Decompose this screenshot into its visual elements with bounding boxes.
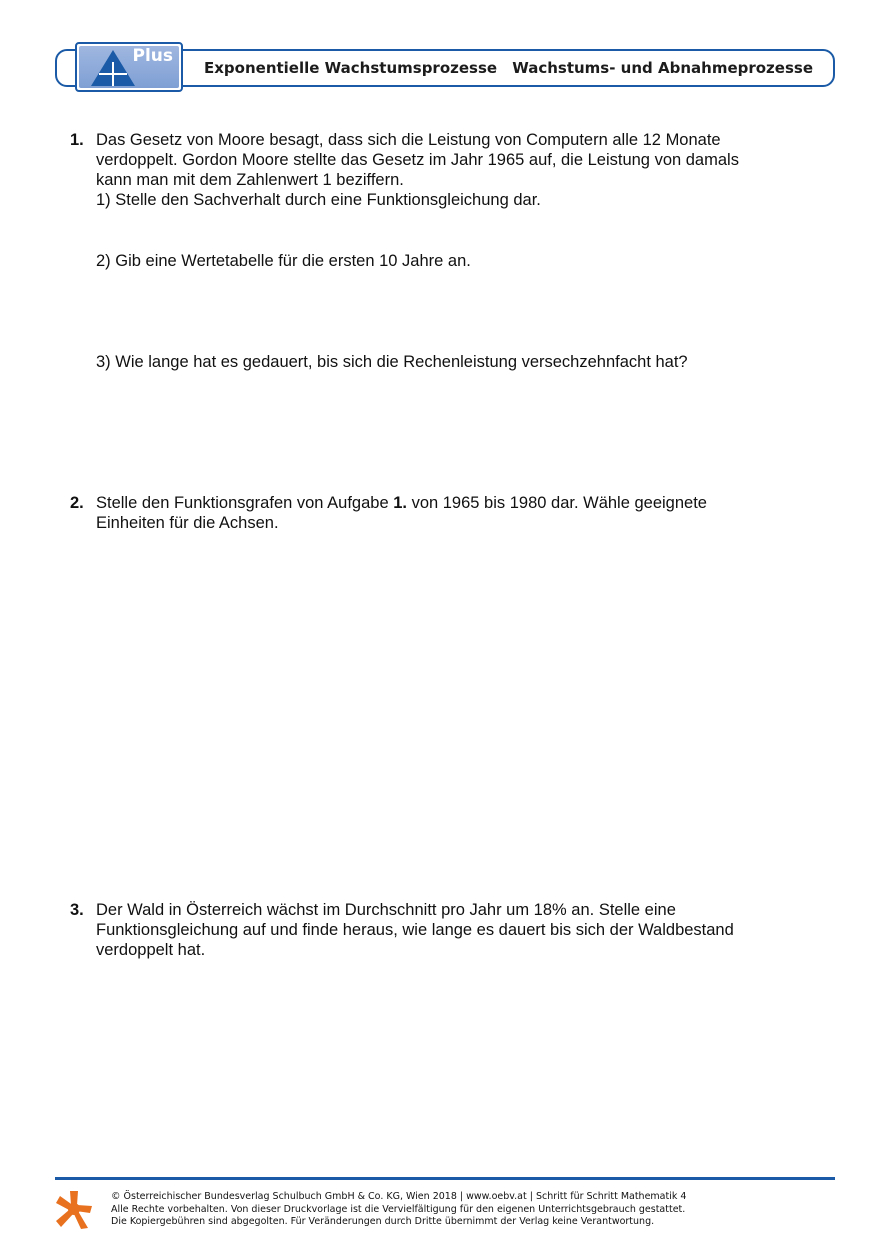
plus-logo xyxy=(75,42,183,92)
task-line: Das Gesetz von Moore besagt, dass sich die Leistung von Computern alle 12 Monate xyxy=(96,131,721,149)
task-text xyxy=(96,130,810,190)
task-line: kann man mit dem Zahlenwert 1 beziffern. xyxy=(96,171,404,189)
task-text xyxy=(96,900,810,960)
task-reference: 1. xyxy=(393,494,407,512)
triangle-logo-icon xyxy=(89,48,137,88)
header-chapter: Wachstums- und Abnahmeprozesse xyxy=(512,59,813,77)
page-header xyxy=(55,46,835,87)
footer-line: Alle Rechte vorbehalten. Von dieser Druckvorlage ist die Vervielfältigung für den eigenen Unterrichtsgebrauch gestattet. xyxy=(111,1203,686,1215)
footer-line: © Österreichischer Bundesverlag Schulbuch GmbH & Co. KG, Wien 2018 | www.oebv.at | Schritt für Schritt Mathematik 4 xyxy=(111,1191,687,1202)
task-3 xyxy=(70,900,810,960)
header-topic: Exponentielle Wachstumsprozesse xyxy=(204,59,498,77)
task-line: Funktionsgleichung auf und finde heraus, wie lange es dauert bis sich der Waldbestand xyxy=(96,921,734,939)
task-1 xyxy=(70,130,810,190)
task-text-part: Stelle den Funktionsgrafen von Aufgabe xyxy=(96,494,394,512)
task-number: 1. xyxy=(70,131,84,149)
task-line xyxy=(96,493,810,513)
task-line: verdoppelt. Gordon Moore stellte das Gesetz im Jahr 1965 auf, die Leistung von damals xyxy=(96,151,739,169)
task-text xyxy=(96,493,810,533)
task-2 xyxy=(70,493,810,533)
task-number: 3. xyxy=(70,901,84,919)
task-text-part: von 1965 bis 1980 dar. Wähle geeignete xyxy=(406,494,707,512)
task-number: 2. xyxy=(70,494,84,512)
logo-label: Plus xyxy=(132,46,173,66)
copyright-notice xyxy=(111,1191,686,1229)
task-line: Der Wald in Österreich wächst im Durchschnitt pro Jahr um 18% an. Stelle eine xyxy=(96,901,676,919)
subtask-1-1: 1) Stelle den Sachverhalt durch eine Funktionsgleichung dar. xyxy=(96,191,541,209)
subtask-1-2: 2) Gib eine Wertetabelle für die ersten 10 Jahre an. xyxy=(96,252,471,270)
footer-line: Die Kopiergebühren sind abgegolten. Für Veränderungen durch Dritte übernimmt der Verlag keine Verantwortung. xyxy=(111,1216,655,1227)
task-line: verdoppelt hat. xyxy=(96,941,206,959)
footer-divider xyxy=(55,1177,835,1180)
task-line: Einheiten für die Achsen. xyxy=(96,514,279,532)
subtask-1-3: 3) Wie lange hat es gedauert, bis sich die Rechenleistung versechzehnfacht hat? xyxy=(96,353,688,371)
publisher-star-icon xyxy=(56,1191,92,1229)
